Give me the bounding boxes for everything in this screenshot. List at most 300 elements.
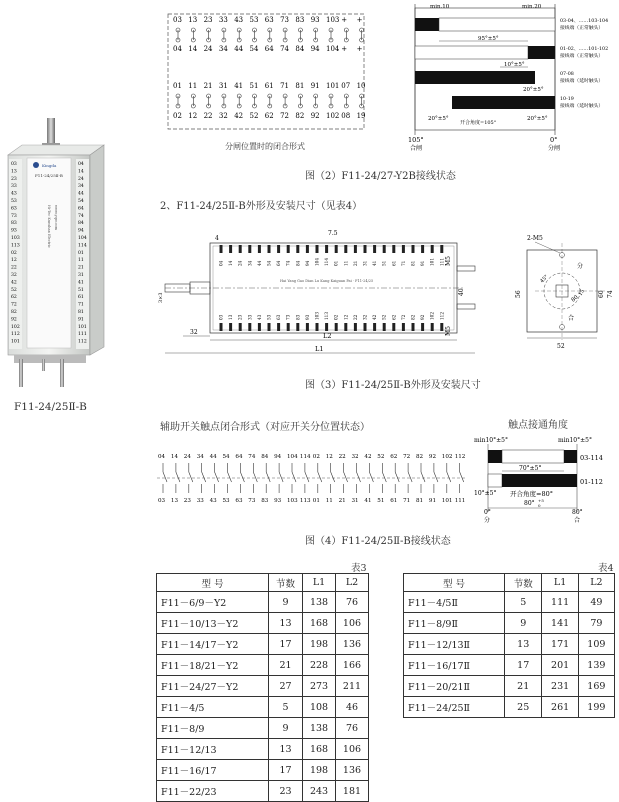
fig3-row1-label: 14 (228, 260, 234, 266)
terminal-pin-top (383, 245, 386, 253)
fig3-row1-label: 41 (372, 260, 378, 266)
table-cell: 25 (504, 697, 542, 718)
tick-right-80: 80° (572, 509, 583, 516)
terminal-pin-top (392, 245, 395, 253)
fig3-row2-label: 52 (381, 314, 387, 320)
table-row (157, 718, 369, 739)
terminal-pin-top (268, 245, 271, 253)
fig2-bottom-label-2: 19 (356, 112, 366, 120)
left-terminal-label: 02 (11, 250, 17, 256)
table-cell: 181 (336, 781, 369, 802)
terminal-pin-bottom (268, 323, 271, 331)
left-terminal-label: 62 (11, 295, 17, 301)
terminal-pin-bottom (239, 323, 242, 331)
bar-1-outline (439, 18, 555, 31)
contact-blade (395, 472, 399, 482)
bottom-left-state: 合闸 (410, 145, 423, 152)
top-label-min20: min.20 (522, 4, 542, 10)
right-terminal-label: 101 (78, 324, 87, 330)
min-right: min10°±5° (558, 437, 592, 444)
brand-label (27, 158, 71, 348)
table-cell: 13 (268, 739, 302, 760)
fig2-top-label-2: 14 (188, 45, 198, 53)
table-cell: F11－16/17 (157, 760, 269, 781)
fig4-bottom-label: 83 (261, 498, 269, 504)
fig4-top-label: 54 (222, 454, 230, 460)
fig3-row1-label: 94 (304, 260, 310, 266)
bottom-pin-right (60, 359, 64, 387)
table-cell: 5 (504, 592, 542, 613)
table-header-cell: 节数 (504, 574, 542, 592)
fig4-top-label: 92 (428, 454, 437, 460)
table-cell: 27 (268, 676, 302, 697)
terminal-pin-top (239, 245, 242, 253)
contact-blade (266, 472, 270, 482)
fig2-bottom-label: 91 (310, 82, 320, 90)
desc-3a: 07-08 (560, 72, 574, 77)
fig2-top-label-2: 104 (326, 45, 340, 53)
model-label: F11-24/25Ⅱ-B (35, 173, 63, 178)
website-label: www.yqw.com (54, 205, 58, 230)
fig2-bottom-label-2: 12 (188, 112, 198, 120)
fig2-bottom-terminals (173, 82, 366, 120)
fig2-top-label: 43 (234, 16, 244, 24)
fig3-row1-label: 31 (362, 260, 368, 266)
dim-32: 32 (190, 329, 198, 336)
bottom-cap (14, 355, 86, 363)
table-cell: 9 (504, 613, 542, 634)
tick-right-state: 合 (574, 517, 581, 524)
terminal-pin-bottom (344, 323, 347, 331)
bar-3 (415, 71, 535, 84)
table-row (157, 655, 369, 676)
left-terminal-label: 63 (11, 206, 17, 212)
fig2-bottom-label-2: 32 (218, 112, 228, 120)
table-cell: 171 (542, 634, 578, 655)
left-terminal-label: 23 (11, 176, 17, 182)
fig4-top-label: 42 (364, 454, 372, 460)
fig2-top-label-2: 64 (264, 45, 274, 53)
fig2-top-label: 13 (188, 16, 198, 24)
fig3-row1-label: 71 (400, 260, 406, 266)
fig4-bottom-label: 73 (248, 498, 256, 504)
fig2-top-label-2: 34 (218, 45, 228, 53)
table-cell: 138 (303, 592, 336, 613)
fig3-row1-label: 54 (266, 260, 272, 266)
fig3-row2-label: 93 (304, 314, 310, 320)
right-terminal-label: 114 (78, 243, 87, 249)
terminal-pin-bottom (392, 323, 395, 331)
fig4-bottom-label: 43 (209, 498, 217, 504)
fig3-row2-label: 23 (237, 314, 243, 320)
right-terminal-label: 51 (78, 287, 84, 293)
terminal-pin-top (325, 245, 328, 253)
fig2-top-label: 23 (203, 16, 213, 24)
fig3-row2-label: 72 (400, 314, 406, 320)
right-terminal-label: 24 (78, 176, 84, 182)
fig3-row2-label: 83 (295, 314, 301, 320)
fig4-top-labels (158, 454, 466, 460)
mount-bar-top (457, 266, 475, 271)
table-cell: 13 (504, 634, 542, 655)
fig3-row2-label: 22 (352, 314, 358, 320)
fig4-bottom-label: 103 (287, 498, 298, 504)
fig3-row2-label: 103 (314, 312, 320, 320)
table-cell: 109 (578, 634, 614, 655)
left-terminal-label: 92 (11, 317, 17, 323)
fig3-row2-label: 53 (266, 314, 272, 320)
terminal-pin-top (248, 245, 251, 253)
fig2-top-label: + (341, 16, 348, 24)
fig2-bottom-label-2: 92 (310, 112, 320, 120)
terminal-pin-top (287, 245, 290, 253)
left-terminal-label: 53 (11, 199, 17, 204)
table-cell: 228 (303, 655, 336, 676)
right-terminal-label: 91 (78, 317, 84, 323)
fig4-bottom-label: 01 (312, 498, 320, 504)
label-small-text: Hai Yang Gao Dian Lu Kang Kaiguan Pai · F11-24/25 (280, 279, 374, 283)
terminal-pin-top (296, 245, 299, 253)
table-cell: 243 (303, 781, 336, 802)
left-terminal-label: 112 (11, 332, 20, 338)
terminal-pin-bottom (220, 323, 223, 331)
table-cell: 21 (268, 655, 302, 676)
terminal-pin-top (316, 245, 319, 253)
maker-label: Hi-Tec Kunshan Electric (47, 205, 51, 248)
fig3-row1-label: 101 (429, 258, 435, 266)
table-cell: F11－16/17Ⅱ (404, 655, 505, 676)
terminal-pin-top (229, 245, 232, 253)
fig3-row2-label: 42 (372, 314, 378, 320)
contact-blade (305, 472, 309, 482)
fig4-top-label: 02 (312, 454, 320, 460)
left-terminal-label: 103 (11, 236, 20, 241)
terminal-pin-bottom (354, 323, 357, 331)
fig4-top-label: 34 (196, 454, 204, 460)
fig2-bottom-label: 41 (234, 82, 244, 90)
fig4-contacts (155, 450, 467, 506)
fig2-top-label-2: 44 (234, 45, 244, 53)
fig2-bottom-label: 81 (295, 82, 305, 90)
fig4-top-label: 102 (441, 454, 453, 460)
table-cell: 21 (504, 676, 542, 697)
fig4-bottom-label: 11 (325, 498, 333, 504)
terminal-pin-bottom (402, 323, 405, 331)
dim-15: 15 (577, 288, 586, 297)
terminal-row-1 (219, 258, 445, 266)
dim-2m5: 2-M5 (527, 235, 543, 242)
fig4-heading: 辅助开关触点闭合形式（对应开关分位置状态） (160, 422, 370, 433)
fig3-row2-label: 13 (228, 314, 234, 320)
right-terminal-label: 61 (78, 295, 84, 301)
contact-blade (163, 472, 167, 482)
table-row (157, 676, 369, 697)
right-terminal-label: 01 (78, 250, 84, 256)
left-terminal-label: 102 (11, 324, 20, 330)
state-open: 分 (577, 263, 584, 270)
bottom-right-state: 分闸 (548, 145, 561, 152)
fig2-bottom-label: 101 (326, 82, 340, 90)
bar-03-outline (502, 450, 564, 463)
fig4-bottom-label: 111 (454, 498, 466, 504)
right-terminal-label: 112 (78, 339, 87, 345)
left-terminal-label: 93 (11, 228, 17, 234)
right-terminal-label: 74 (78, 213, 84, 219)
contact-blade (460, 472, 464, 482)
desc-2b: 接线端（正常触头） (560, 54, 604, 59)
dim-l1: L1 (315, 345, 324, 353)
table-cell: 9 (268, 718, 302, 739)
fig2-top-label-2: + (341, 45, 348, 53)
left-terminal-label: 22 (11, 265, 17, 271)
terminal-pin-top (354, 245, 357, 253)
fig4-bottom-label: 23 (183, 498, 191, 504)
table-cell: 108 (303, 697, 336, 718)
contact-blade (318, 472, 322, 482)
right-terminal-label: 04 (78, 162, 84, 167)
fig3-row2-label: 43 (256, 314, 262, 320)
bar-2 (528, 46, 555, 59)
fig2-bottom-label: 21 (203, 82, 213, 90)
fig2-bottom-label-2: 22 (203, 112, 213, 120)
table-cell: 106 (336, 739, 369, 760)
dim-45: 45° (539, 273, 550, 285)
desc-2a: 01-02、……101-102 (560, 47, 609, 52)
bar-1 (415, 18, 439, 31)
table-header-cell: 型 号 (157, 574, 269, 592)
fig2-top-label-2: + (356, 45, 363, 53)
fig4-bottom-label: 63 (235, 498, 243, 504)
fig3-row1-label: 104 (314, 258, 320, 266)
bottom-right-angle: 0° (550, 136, 558, 144)
table-cell: 166 (336, 655, 369, 676)
bottom-pin-left (19, 359, 23, 387)
left-terminal-label: 72 (11, 302, 17, 308)
fig3-row1-label: 01 (333, 260, 339, 266)
contact-blade (202, 472, 206, 482)
table-row (157, 781, 369, 802)
bottom-left-angle: 105° (408, 136, 424, 144)
sec2-heading: 2、F11-24/25Ⅱ-B外形及安装尺寸（见表4） (160, 201, 363, 212)
right-terminal-label: 11 (78, 258, 84, 264)
terminal-pin-top (258, 245, 261, 253)
switch-body-side (90, 145, 104, 355)
fig3-row1-label: 61 (391, 260, 397, 266)
dim-80: 80° (524, 500, 535, 507)
table-header-cell: 型 号 (404, 574, 505, 592)
fig2-top-label-2: 74 (280, 45, 290, 53)
fig4-angle-heading: 触点接通角度 (508, 420, 568, 431)
fig3-row1-label: 11 (343, 260, 349, 266)
table-cell: 49 (578, 592, 614, 613)
table-cell: 79 (578, 613, 614, 634)
fig2-bottom-label-2: 42 (234, 112, 244, 120)
fig2-top-label: 93 (310, 16, 320, 24)
row-label-01: 01-112 (580, 478, 603, 486)
fig3-row1-label: 24 (237, 260, 243, 266)
fig3-row1-label: 84 (295, 260, 301, 266)
left-terminal-label: 52 (11, 287, 17, 293)
tol-plus: +5 (538, 498, 544, 503)
terminal-pin-bottom (383, 323, 386, 331)
terminal-pin-bottom (325, 323, 328, 331)
fig4-top-label: 04 (158, 454, 166, 460)
fig3-row2-label: 102 (429, 312, 435, 320)
left-terminal-label: 12 (11, 258, 17, 264)
fig4-bottom-label: 41 (364, 498, 372, 504)
contact-blade (357, 472, 361, 482)
terminal-pin-bottom (287, 323, 290, 331)
contact-blade (369, 472, 373, 482)
fig2-top-label-2: 84 (295, 45, 305, 53)
terminal-pin-top (440, 245, 443, 253)
table3-title: 表3 (351, 563, 367, 574)
fig4-top-label: 114 (299, 454, 311, 460)
fig3-row1-label: 91 (420, 260, 426, 266)
fig2-top-label-2: 24 (203, 45, 213, 53)
bar-2-outline (415, 46, 528, 59)
desc-3b: 接线端（延时触头） (560, 79, 604, 84)
left-terminal-label: 33 (11, 184, 17, 190)
fig3-row1-label: 74 (285, 260, 291, 266)
table-header-cell: L1 (303, 574, 336, 592)
fig2-top-label: 53 (249, 16, 259, 24)
top-label-min10: min.10 (430, 4, 450, 10)
fig4-top-label: 52 (377, 454, 385, 460)
terminal-pin-bottom (248, 323, 251, 331)
table-cell: 13 (268, 613, 302, 634)
terminal-pin-top (335, 245, 338, 253)
table-cell: F11－12/13 (157, 739, 269, 760)
table-header (157, 574, 369, 592)
dim-l2: L2 (323, 332, 332, 340)
right-terminal-label: 81 (78, 310, 84, 315)
table-row (157, 739, 369, 760)
contact-blade (253, 472, 257, 482)
terminal-row-2 (219, 312, 445, 320)
table-row (157, 697, 369, 718)
table-cell: 111 (542, 592, 578, 613)
fig2-bottom-label-2: 102 (326, 112, 340, 120)
fig4-bottom-label: 21 (338, 498, 346, 504)
fig2-bottom-label-2: 02 (173, 112, 182, 120)
table-row (157, 592, 369, 613)
fig3-row1-label: 44 (256, 260, 262, 266)
fig2-caption: 图（2）F11-24/27-Y2B接线状态 (305, 171, 456, 182)
left-terminal-label: 113 (11, 243, 20, 249)
table-header-cell: L2 (578, 574, 614, 592)
terminal-pin-bottom (364, 323, 367, 331)
desc-4b: 接线端（延时触头） (560, 104, 604, 109)
table-cell: 168 (303, 739, 336, 760)
fig4-top-label: 84 (261, 454, 269, 460)
tol-zero: 0 (538, 503, 541, 508)
tick-left-0: 0° (484, 509, 491, 516)
table-cell: 199 (578, 697, 614, 718)
bar-03 (488, 450, 502, 463)
fig4-top-label: 104 (287, 454, 298, 460)
contact-blade (382, 472, 386, 482)
fig3-row1-label: 64 (276, 260, 282, 266)
contact-blade (344, 472, 348, 482)
bar-01-left (488, 474, 502, 487)
bar-4 (452, 96, 555, 109)
dim-2m5-leader (535, 242, 560, 253)
fig4-top-label: 72 (403, 454, 411, 460)
table-cell: 261 (542, 697, 578, 718)
fig2-bottom-label: 71 (280, 82, 290, 90)
dim-20a: 20°±5° (523, 87, 544, 93)
table-row (404, 655, 615, 676)
fig2-bottom-label: 01 (173, 82, 182, 90)
fig4-caption: 图（4）F11-24/25Ⅱ-B接线状态 (305, 536, 451, 547)
tick-left-state: 分 (484, 517, 491, 524)
terminal-pin-top (344, 245, 347, 253)
fig4-top-label: 14 (170, 454, 179, 460)
switch-body-top (8, 145, 104, 155)
terminal-pin-bottom (440, 323, 443, 331)
fig4-timing (472, 432, 617, 524)
fig3-row2-label: 63 (276, 314, 282, 320)
table-cell: 136 (336, 760, 369, 781)
fig4-top-label: 82 (416, 454, 424, 460)
table-row (157, 634, 369, 655)
fig4-bottom-label: 113 (299, 498, 311, 504)
dim-10: 10°±5° (474, 490, 497, 497)
terminal-pin-bottom (316, 323, 319, 331)
fig2-bottom-label-2: 08 (341, 112, 351, 120)
fig2-top-label: + (356, 16, 363, 24)
fig3-row2-label: 02 (333, 314, 339, 320)
dim-m5: M5 (445, 256, 452, 266)
table-cell: 17 (268, 760, 302, 781)
terminal-pin-top (373, 245, 376, 253)
table-cell: 138 (303, 718, 336, 739)
fig2-top-label-2: 94 (310, 45, 320, 53)
terminal-pin-top (364, 245, 367, 253)
fig3-row1-label: 34 (247, 260, 253, 266)
desc-4a: 10-19 (560, 97, 574, 102)
product-caption: F11-24/25Ⅱ-B (14, 401, 87, 413)
fig2-bottom-label-2: 72 (280, 112, 290, 120)
fig4-top-label: 12 (325, 454, 333, 460)
fig3-row2-label: 92 (420, 314, 426, 320)
right-terminal-label: 111 (78, 332, 87, 338)
bar-03-right (564, 450, 577, 463)
fig2-top-label: 83 (295, 16, 305, 24)
fig4-top-label: 32 (351, 454, 359, 460)
fig4-bottom-label: 03 (158, 498, 166, 504)
fig2-top-label-2: 04 (173, 45, 182, 53)
left-terminal-label: 73 (11, 213, 17, 219)
fig2-bottom-label: 31 (218, 82, 228, 90)
dim-70: 70°±5° (519, 465, 542, 472)
fig3-row2-label: 32 (362, 314, 368, 320)
fig2-top-terminals (173, 16, 364, 53)
fig2-top-label: 103 (326, 16, 340, 24)
product-photo (0, 115, 150, 390)
table-cell: 23 (268, 781, 302, 802)
table-cell: 169 (578, 676, 614, 697)
fig3-row2-label: 82 (410, 314, 416, 320)
fig4-bottom-label: 53 (222, 498, 230, 504)
fig4-top-label: 62 (390, 454, 398, 460)
left-terminal-label: 101 (11, 339, 20, 345)
table-cell: F11－18/21－Y2 (157, 655, 269, 676)
fig4-bottom-label: 61 (390, 498, 398, 504)
table4 (403, 573, 615, 718)
terminal-pin-top (306, 245, 309, 253)
